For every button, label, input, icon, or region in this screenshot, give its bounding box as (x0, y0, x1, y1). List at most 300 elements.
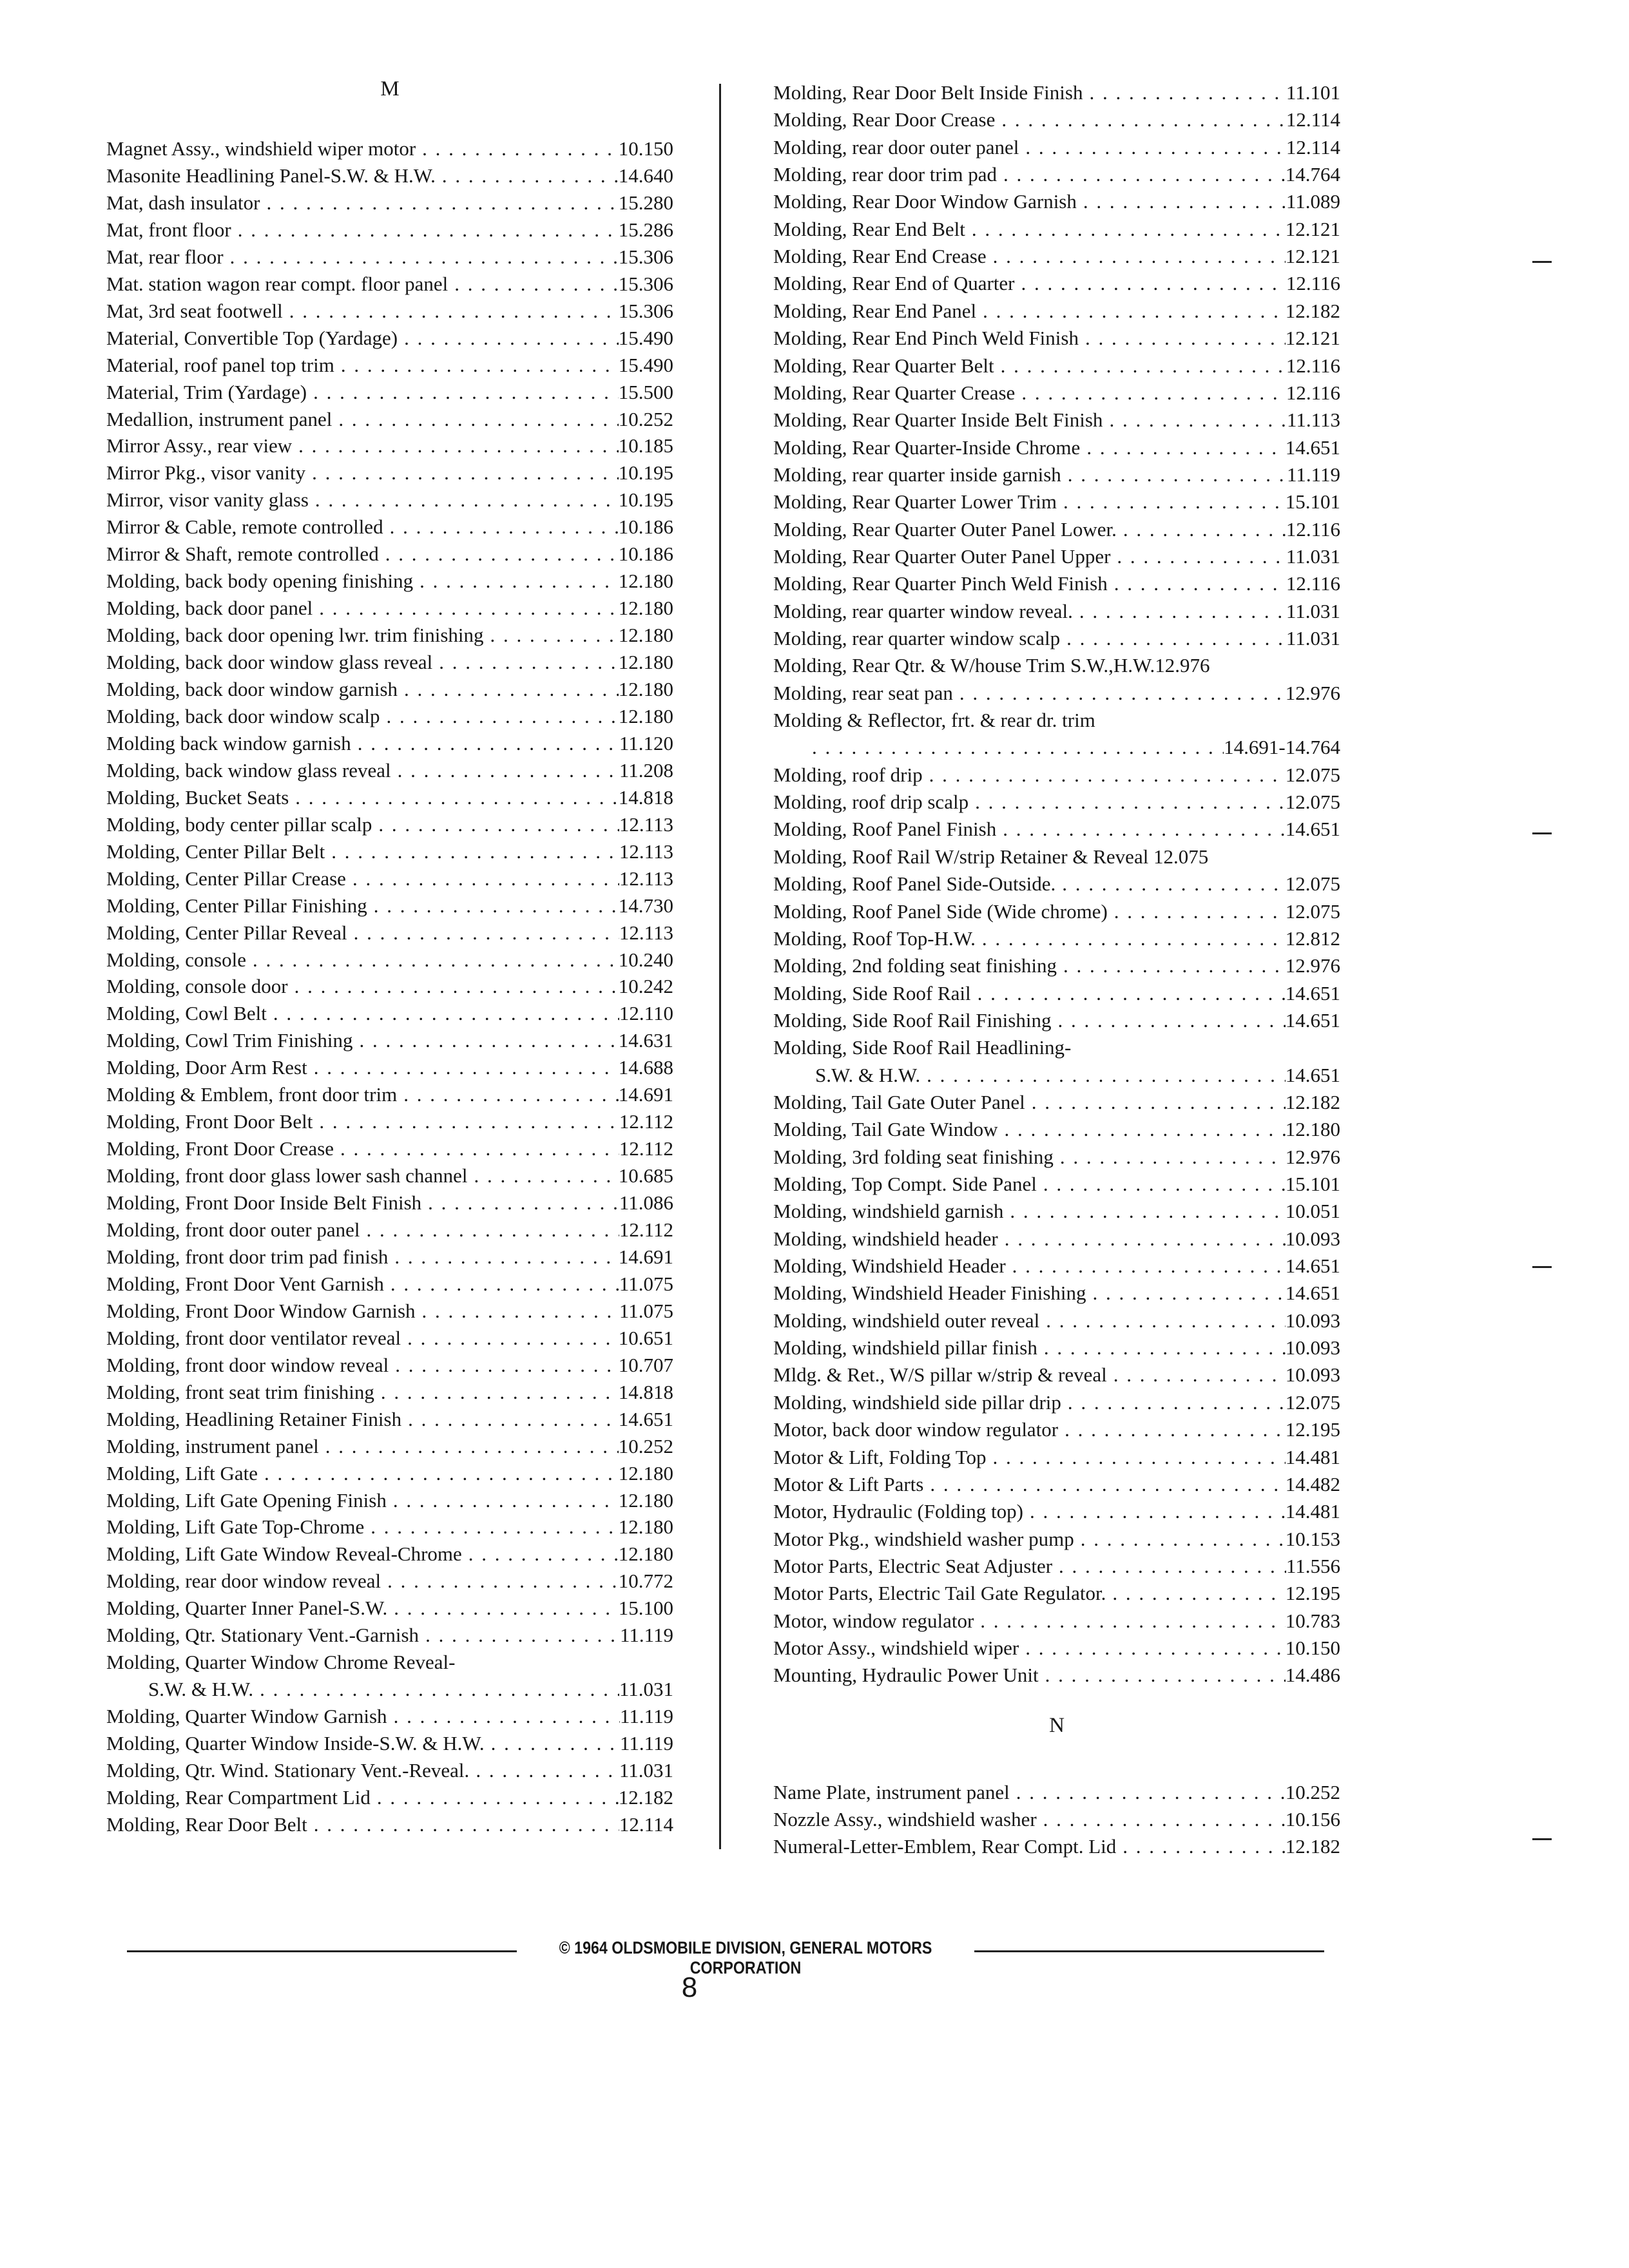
entry-label: Molding, Quarter Window Chrome Reveal- (106, 1651, 456, 1674)
entry-page-number: 10.195 (618, 488, 673, 512)
entry-page-number: 12.116 (1286, 272, 1340, 295)
index-entry (773, 789, 1340, 815)
index-entry (773, 80, 1340, 106)
entry-page-number: 10.685 (618, 1164, 673, 1187)
index-entry (106, 433, 673, 459)
dot-leader (976, 298, 1286, 324)
index-entry (106, 487, 673, 513)
dot-leader (773, 735, 1224, 760)
dot-leader (391, 758, 619, 783)
entry-label: Molding, back body opening finishing (106, 570, 414, 593)
dot-leader (997, 162, 1286, 187)
index-entry (773, 1253, 1340, 1279)
entry-label: Molding, Rear Door Belt (106, 1812, 307, 1836)
entry-page-number: 14.651 (1285, 436, 1340, 459)
entry-page-number: 14.691 (618, 1245, 673, 1268)
entry-label: Molding, Roof Panel Finish (773, 818, 997, 841)
dot-leader (994, 353, 1286, 379)
entry-page-number: 12.182 (1285, 1090, 1340, 1113)
entry-label: Molding, Rear Quarter Crease (773, 381, 1016, 404)
entry-label: Nozzle Assy., windshield washer (773, 1808, 1037, 1831)
dot-leader (1073, 599, 1286, 624)
index-entry (106, 920, 673, 946)
entry-label: Mounting, Hydraulic Power Unit (773, 1664, 1039, 1687)
index-entry (106, 352, 673, 378)
entry-page-number: 12.075 (1285, 899, 1340, 923)
entry-label: Mirror, visor vanity glass (106, 488, 309, 512)
entry-label: Molding, Front Door Vent Garnish (106, 1272, 384, 1295)
dot-leader (953, 680, 1286, 706)
entry-page-number: 11.031 (1286, 627, 1340, 649)
entry-page-number: 10.772 (618, 1570, 673, 1593)
index-entry (106, 974, 673, 999)
index-entry (106, 1028, 673, 1053)
dot-leader (309, 487, 619, 513)
dot-leader (419, 1622, 620, 1648)
entry-page-number: 14.651 (1285, 1063, 1340, 1086)
page-number: 8 (681, 1972, 698, 2003)
entry-page-number: 11.031 (619, 1759, 673, 1782)
index-entry (106, 298, 673, 324)
dot-leader (231, 217, 619, 243)
entry-label: Molding, Cowl Trim Finishing (106, 1029, 353, 1052)
index-entry (106, 595, 673, 621)
entry-page-number: 12.180 (618, 1515, 673, 1539)
entry-page-number: 12.180 (618, 704, 673, 727)
index-entry (106, 622, 673, 648)
entry-page-number: 12.180 (618, 597, 673, 620)
index-entry (773, 762, 1340, 788)
entry-label: Molding, Rear End of Quarter (773, 272, 1015, 295)
index-entry (106, 1082, 673, 1108)
entry-page-number: 11.086 (619, 1191, 673, 1215)
index-entry (106, 677, 673, 702)
dot-leader (971, 981, 1286, 1006)
entry-page-number: 10.150 (1285, 1636, 1340, 1659)
entry-label: Mat, rear floor (106, 245, 224, 268)
dot-leader (367, 893, 619, 919)
dot-leader (1051, 1008, 1285, 1033)
entry-page-number: 10.242 (618, 975, 673, 998)
entry-page-number: 14.651 (618, 1407, 673, 1430)
dot-leader (1079, 325, 1286, 351)
dot-leader (1110, 544, 1286, 570)
entry-page-number: 12.116 (1286, 354, 1340, 377)
index-entry (106, 758, 673, 783)
entry-page-number: 10.153 (1285, 1527, 1340, 1550)
entry-page-number: 15.306 (618, 272, 673, 295)
dot-leader (347, 920, 619, 946)
dot-leader (432, 649, 619, 675)
dot-leader (1006, 1253, 1286, 1279)
entry-page-number: 10.651 (618, 1326, 673, 1349)
entry-page-number: 14.651 (1285, 818, 1340, 841)
dot-leader (389, 1352, 619, 1378)
entry-label: Molding, back window glass reveal (106, 758, 391, 782)
dot-leader (462, 1541, 619, 1567)
entry-page-number: 15.500 (618, 380, 673, 403)
index-entry (106, 1677, 673, 1702)
entry-label: Molding back window garnish (106, 731, 351, 754)
dot-leader (1061, 1390, 1286, 1416)
entry-page-number: 14.818 (618, 1380, 673, 1403)
dot-leader (313, 595, 618, 621)
dot-leader (307, 380, 619, 405)
index-entry (773, 1390, 1340, 1416)
entry-label: Molding, Windshield Header (773, 1254, 1006, 1278)
entry-page-number: 12.110 (619, 1002, 673, 1025)
index-entry (106, 731, 673, 756)
dot-leader (379, 541, 619, 567)
index-entry (773, 1445, 1340, 1470)
entry-label: Molding, Side Roof Rail Headlining- (773, 1036, 1072, 1059)
entry-label: Molding, Lift Gate (106, 1461, 258, 1485)
index-entry (106, 541, 673, 567)
entry-label: Molding, roof drip (773, 763, 923, 786)
entry-page-number: 12.121 (1285, 245, 1340, 268)
dot-leader (267, 1001, 619, 1026)
index-entry (773, 1417, 1340, 1443)
entry-label: Molding, Lift Gate Window Reveal-Chrome (106, 1542, 462, 1566)
entry-label: Molding, 2nd folding seat finishing (773, 954, 1057, 977)
entry-page-number: 11.208 (619, 758, 673, 782)
entry-label: Motor Parts, Electric Tail Gate Regulator. (773, 1582, 1106, 1605)
dot-leader (387, 1595, 619, 1621)
dot-leader (258, 1461, 619, 1486)
dot-leader (260, 190, 619, 216)
index-entry (106, 785, 673, 811)
dot-leader (1010, 1780, 1286, 1805)
entry-page-number: 10.707 (618, 1353, 673, 1376)
dot-leader (307, 1055, 619, 1081)
entry-label: S.W. & H.W. (815, 1063, 921, 1086)
dot-leader (995, 107, 1286, 133)
entry-page-number: 10.185 (618, 434, 673, 457)
entry-page-number: 11.075 (619, 1272, 673, 1295)
entry-page-number: 12.113 (619, 812, 673, 836)
entry-page-number: 10.783 (1285, 1609, 1340, 1632)
entry-label: Motor Assy., windshield wiper (773, 1636, 1019, 1659)
entry-label: Molding, instrument panel (106, 1434, 319, 1457)
index-entry (773, 162, 1340, 187)
footer-rule-right (974, 1950, 1324, 1952)
entry-page-number: 14.730 (618, 894, 673, 917)
entry-page-number: 12.976 (1285, 1145, 1340, 1168)
entry-page-number: 11.113 (1287, 408, 1340, 432)
dot-leader (421, 1190, 619, 1216)
dot-leader (998, 1226, 1286, 1252)
entry-label: Masonite Headlining Panel-S.W. & H.W. (106, 164, 436, 187)
entry-page-number: 11.101 (1286, 81, 1340, 104)
index-entry (773, 1226, 1340, 1252)
section-heading-n: N (1049, 1714, 1065, 1737)
index-entry (106, 244, 673, 270)
dot-leader (388, 1244, 618, 1270)
index-entry (773, 1144, 1340, 1170)
index-entry (773, 325, 1340, 351)
entry-label: Motor, Hydraulic (Folding top) (773, 1500, 1023, 1523)
index-entry (773, 1581, 1340, 1606)
dot-leader (305, 460, 619, 486)
entry-label: Molding, Windshield Header Finishing (773, 1282, 1086, 1305)
entry-page-number: 14.691 (618, 1083, 673, 1106)
index-entry (773, 544, 1340, 570)
entry-page-number: 14.631 (618, 1029, 673, 1052)
edge-mark (1532, 832, 1552, 834)
index-entry (773, 953, 1340, 979)
dot-leader (283, 298, 619, 324)
index-entry (773, 1308, 1340, 1334)
entry-label: Motor, window regulator (773, 1609, 974, 1632)
dot-leader (352, 1028, 618, 1053)
entry-page-number: 12.075 (1285, 791, 1340, 814)
dot-leader (484, 622, 619, 648)
entry-page-number: 11.031 (1286, 599, 1340, 622)
index-entry (773, 107, 1340, 133)
entry-label: Molding, Rear End Pinch Weld Finish (773, 327, 1079, 350)
entry-label: Motor Parts, Electric Seat Adjuster (773, 1554, 1053, 1577)
footer-rule-left (127, 1950, 517, 1952)
index-entry (773, 871, 1340, 897)
index-entry (773, 1008, 1340, 1033)
entry-page-number: 12.113 (619, 840, 673, 863)
index-entry (773, 1090, 1340, 1115)
index-entry (106, 1461, 673, 1486)
index-entry (106, 271, 673, 297)
index-entry (773, 462, 1340, 488)
dot-leader (1037, 1171, 1286, 1197)
dot-leader (413, 568, 619, 594)
dot-leader (1083, 80, 1286, 106)
entry-page-number: 10.093 (1285, 1336, 1340, 1360)
footer-copyright: © 1964 OLDSMOBILE DIVISION, GENERAL MOTORS CORPORATION (559, 1938, 932, 1977)
entry-page-number: 15.490 (618, 353, 673, 376)
entry-label: Mirror Assy., rear view (106, 434, 293, 457)
entry-label: Mat, front floor (106, 218, 231, 241)
entry-page-number: 14.651 (1285, 1282, 1340, 1305)
dot-leader (380, 704, 618, 729)
index-entry (106, 1001, 673, 1026)
entry-label: Motor, back door window regulator (773, 1418, 1059, 1441)
entry-label: Motor & Lift Parts (773, 1472, 924, 1495)
entry-label: Molding, windshield side pillar drip (773, 1390, 1061, 1414)
entry-page-number: 10.252 (618, 1434, 673, 1457)
dot-leader (360, 1217, 619, 1243)
entry-label: Molding, Side Roof Rail Finishing (773, 1008, 1052, 1032)
dot-leader (416, 136, 619, 162)
entry-label: Molding, front door outer panel (106, 1218, 360, 1241)
dot-leader (467, 1163, 618, 1189)
dot-leader (253, 1677, 619, 1702)
index-entry (106, 1136, 673, 1162)
entry-label: Molding, roof drip scalp (773, 791, 969, 814)
entry-page-number: 11.031 (619, 1678, 673, 1701)
entry-page-number: 11.119 (620, 1732, 673, 1755)
index-entry (773, 380, 1340, 406)
index-entry (106, 1541, 673, 1567)
entry-page-number: 11.075 (619, 1299, 673, 1322)
dot-leader (381, 1568, 619, 1594)
entry-page-number: 14.691-14.764 (1224, 736, 1340, 759)
index-entry (773, 1362, 1340, 1388)
dot-leader (371, 1785, 619, 1811)
entry-label: Motor Pkg., windshield washer pump (773, 1527, 1074, 1550)
index-entry (773, 1335, 1340, 1361)
entry-label: Molding, back door window glass reveal (106, 651, 433, 674)
entry-page-number: 12.112 (619, 1137, 673, 1160)
entry-label: Molding, rear door outer panel (773, 135, 1019, 159)
entry-label: Molding, front seat trim finishing (106, 1380, 374, 1403)
entry-label: Molding & Emblem, front door trim (106, 1083, 398, 1106)
entry-page-number: 11.119 (1287, 463, 1340, 486)
entry-page-number: 12.114 (1286, 135, 1340, 159)
entry-label: Molding, Quarter Window Inside-S.W. & H.W. (106, 1732, 485, 1755)
index-entry (106, 1217, 673, 1243)
index-entry (773, 571, 1340, 597)
dot-leader (1023, 1499, 1286, 1524)
index-entry (773, 216, 1340, 242)
entry-label: Mirror & Cable, remote controlled (106, 515, 383, 539)
entry-page-number: 11.556 (1286, 1554, 1340, 1577)
entry-page-number: 11.031 (1286, 544, 1340, 568)
entry-page-number: 12.114 (619, 1812, 673, 1836)
dot-leader (364, 1514, 619, 1540)
index-entry (106, 217, 673, 243)
dot-leader (398, 325, 619, 351)
entry-page-number: 12.180 (618, 651, 673, 674)
dot-leader (987, 1445, 1286, 1470)
dot-leader (313, 1109, 619, 1135)
edge-mark (1532, 1266, 1552, 1268)
index-entry (773, 1280, 1340, 1306)
index-entry (773, 1834, 1340, 1860)
entry-label: Molding, Quarter Window Garnish (106, 1705, 387, 1728)
index-entry (773, 981, 1340, 1006)
entry-label: Molding, windshield header (773, 1227, 998, 1250)
index-entry (106, 514, 673, 540)
index-entry (773, 244, 1340, 269)
index-entry (106, 1595, 673, 1621)
index-entry (106, 1785, 673, 1811)
entry-label: Molding, rear door window reveal (106, 1570, 381, 1593)
dot-leader (1054, 1144, 1286, 1170)
index-entry (773, 1526, 1340, 1552)
entry-page-number: 12.976 (1285, 681, 1340, 704)
entry-label: Molding, console (106, 948, 246, 971)
edge-mark (1532, 1838, 1552, 1840)
entry-label: Molding, back door opening lwr. trim finishing (106, 624, 484, 647)
entry-label: Molding, Rear Door Crease (773, 108, 996, 131)
index-entry (106, 1352, 673, 1378)
index-entry (773, 298, 1340, 324)
entry-page-number: 12.112 (619, 1218, 673, 1241)
entry-page-number: 15.101 (1285, 490, 1340, 514)
dot-leader (998, 1117, 1285, 1142)
entry-label: Mldg. & Ret., W/S pillar w/strip & reveal (773, 1363, 1107, 1387)
entry-page-number: 12.075 (1285, 763, 1340, 786)
entry-page-number: 10.186 (618, 515, 673, 539)
index-entry (773, 1171, 1340, 1197)
entry-page-number: 10.195 (618, 461, 673, 485)
index-entry (773, 626, 1340, 651)
entry-page-number: 15.306 (618, 299, 673, 322)
entry-page-number: 12.182 (1285, 1835, 1340, 1858)
dot-leader (325, 839, 619, 865)
dot-leader (224, 244, 619, 270)
entry-label: Molding, front door trim pad finish (106, 1245, 389, 1268)
index-entry (106, 1434, 673, 1459)
dot-leader (436, 163, 619, 189)
dot-leader (288, 974, 619, 999)
index-entry (106, 1812, 673, 1838)
entry-label: Molding, Front Door Belt (106, 1110, 313, 1133)
dot-leader (334, 1136, 619, 1162)
dot-leader (334, 352, 619, 378)
entry-label: Molding, Rear End Crease (773, 245, 987, 268)
index-entry (773, 1198, 1340, 1224)
entry-page-number: 12.075 (1285, 872, 1340, 896)
entry-label: Molding, Cowl Belt (106, 1002, 267, 1025)
index-entry (106, 1298, 673, 1324)
entry-page-number: 14.486 (1285, 1664, 1340, 1687)
dot-leader (319, 1434, 619, 1459)
dot-leader (923, 1472, 1285, 1497)
entry-label: Molding, Qtr. Wind. Stationary Vent.-Reveal. (106, 1759, 470, 1782)
dot-leader (401, 1325, 619, 1351)
entry-label: Molding, front door window reveal (106, 1353, 389, 1376)
entry-page-number: 12.116 (1286, 572, 1340, 595)
index-entry (773, 435, 1340, 461)
entry-page-number: 14.651 (1285, 1008, 1340, 1032)
entry-page-number: 15.286 (618, 218, 673, 241)
entry-page-number: 12.114 (1286, 108, 1340, 131)
dot-leader (387, 1488, 619, 1514)
entry-label: Molding, Center Pillar Belt (106, 840, 325, 863)
entry-label: Molding, console door (106, 975, 288, 998)
entry-label: Molding, back door panel (106, 597, 313, 620)
dot-leader (1003, 1198, 1285, 1224)
dot-leader (383, 514, 619, 540)
entry-page-number: 12.180 (618, 1461, 673, 1485)
index-entry (773, 1117, 1340, 1142)
dot-leader (1086, 1280, 1286, 1306)
dot-leader (485, 1731, 620, 1756)
dot-leader (307, 1812, 619, 1838)
entry-page-number: 14.764 (1285, 163, 1340, 186)
entry-page-number: 12.180 (618, 570, 673, 593)
entry-label: Molding, Quarter Inner Panel-S.W. (106, 1597, 388, 1620)
entry-label: Molding, Rear Quarter Belt (773, 354, 994, 377)
dot-leader (372, 812, 619, 838)
index-entry (773, 1807, 1340, 1832)
dot-leader (1025, 1090, 1286, 1115)
index-entry (106, 1568, 673, 1594)
index-entry (106, 1407, 673, 1432)
entry-label: Molding, rear quarter window reveal. (773, 599, 1073, 622)
entry-label: Medallion, instrument panel (106, 407, 333, 430)
column-divider (719, 84, 721, 1849)
dot-leader (401, 1407, 619, 1432)
entry-label: Molding, Rear Quarter Inside Belt Finish (773, 408, 1103, 432)
entry-page-number: 15.306 (618, 245, 673, 268)
entry-page-number: 15.490 (618, 326, 673, 349)
entry-page-number: 10.051 (1285, 1200, 1340, 1223)
dot-leader (974, 1608, 1285, 1634)
index-entry (106, 1271, 673, 1297)
entry-label: Molding & Reflector, frt. & rear dr. trim (773, 709, 1095, 732)
dot-leader (1057, 489, 1286, 515)
index-entry (106, 325, 673, 351)
